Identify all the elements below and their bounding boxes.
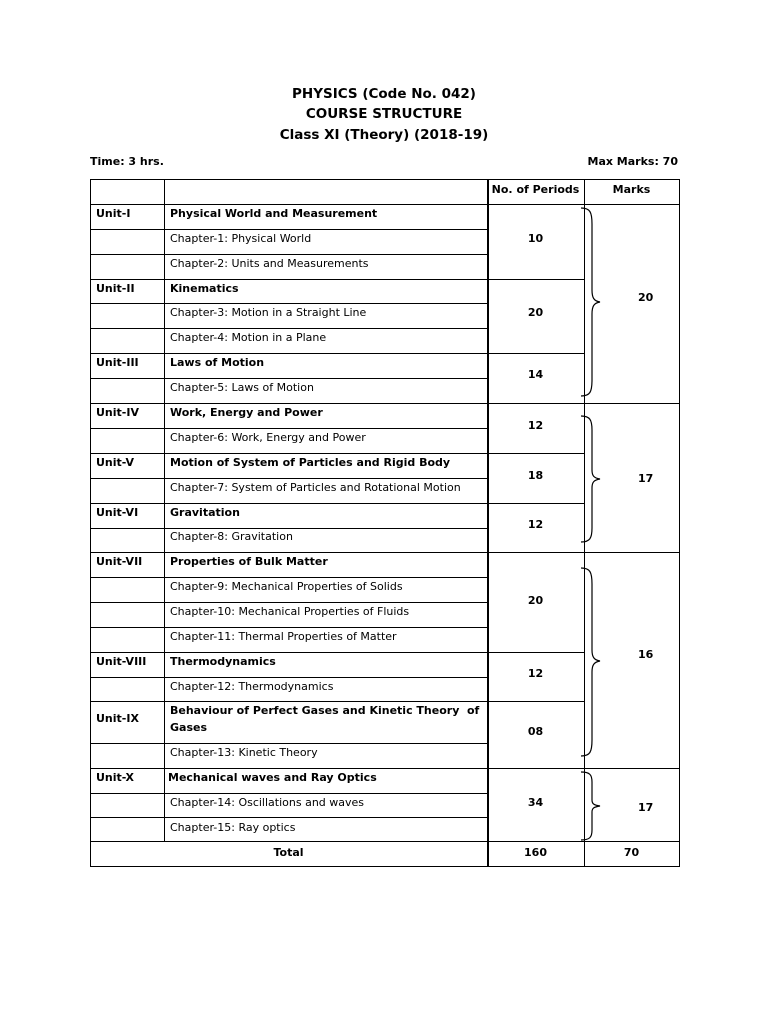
chapter-title: Chapter-7: System of Particles and Rotational Motion [170, 481, 461, 494]
table-rule [487, 353, 584, 354]
periods-value: 08 [527, 725, 544, 738]
unit-label: Unit-II [96, 282, 135, 295]
title-subject: PHYSICS (Code No. 042) [292, 86, 476, 102]
unit-title: Work, Energy and Power [170, 406, 323, 419]
table-rule [90, 866, 679, 867]
chapter-title: Chapter-2: Units and Measurements [170, 257, 369, 270]
unit-label: Unit-IV [96, 406, 139, 419]
marks-value: 17 [638, 801, 654, 814]
chapter-title: Chapter-9: Mechanical Properties of Solids [170, 580, 403, 593]
table-rule [90, 652, 487, 653]
table-rule [90, 528, 487, 529]
table-rule [90, 602, 487, 603]
table-rule [90, 254, 487, 255]
chapter-title: Chapter-12: Thermodynamics [170, 680, 334, 693]
table-rule [487, 403, 584, 404]
table-rule [90, 303, 487, 304]
table-rule [679, 179, 680, 867]
marks-value: 20 [638, 291, 654, 304]
unit-title: Behaviour of Perfect Gases and Kinetic Theory [170, 704, 460, 717]
chapter-title: Chapter-4: Motion in a Plane [170, 331, 327, 344]
table-rule [487, 552, 584, 553]
brace-icon [578, 204, 602, 400]
table-rule [90, 353, 487, 354]
total-periods: 160 [524, 846, 547, 859]
table-rule [584, 403, 679, 404]
unit-title: Motion of System of Particles and Rigid Body [170, 456, 451, 469]
chapter-title: Chapter-3: Motion in a Straight Line [170, 306, 367, 319]
total-label: Total [273, 846, 304, 859]
chapter-title: Chapter-13: Kinetic Theory [170, 746, 318, 759]
table-rule [487, 701, 584, 702]
periods-value: 12 [527, 419, 544, 432]
table-rule [90, 841, 679, 842]
unit-label: Unit-VI [96, 506, 139, 519]
unit-label: Unit-IX [96, 712, 139, 725]
table-rule [90, 478, 487, 479]
table-rule [90, 677, 487, 678]
header-marks: Marks [612, 183, 651, 196]
table-rule [487, 453, 584, 454]
table-rule [487, 503, 584, 504]
chapter-title: Chapter-6: Work, Energy and Power [170, 431, 366, 444]
table-rule [90, 453, 487, 454]
table-rule [584, 179, 585, 867]
table-rule [90, 428, 487, 429]
brace-icon [578, 770, 602, 842]
table-rule [90, 577, 487, 578]
periods-value: 20 [527, 306, 544, 319]
chapter-title: Chapter-8: Gravitation [170, 530, 293, 543]
periods-value: 12 [527, 518, 544, 531]
unit-title: Laws of Motion [170, 356, 265, 369]
unit-label: Unit-VII [96, 555, 143, 568]
table-rule [90, 768, 487, 769]
table-rule [90, 743, 487, 744]
table-rule [90, 328, 487, 329]
table-rule [90, 229, 487, 230]
unit-title: Gravitation [170, 506, 240, 519]
chapter-title: Chapter-11: Thermal Properties of Matter [170, 630, 397, 643]
title-class: Class XI (Theory) (2018-19) [279, 127, 489, 143]
table-rule [90, 179, 91, 867]
chapter-title: Chapter-1: Physical World [170, 232, 312, 245]
unit-title: Mechanical waves and Ray Optics [168, 771, 377, 784]
chapter-title: Chapter-15: Ray optics [170, 821, 296, 834]
table-rule [487, 652, 584, 653]
unit-label: Unit-X [96, 771, 134, 784]
unit-title-suffix: of [467, 704, 480, 717]
unit-label: Unit-VIII [96, 655, 147, 668]
table-rule [584, 768, 679, 769]
unit-label: Unit-V [96, 456, 135, 469]
marks-value: 16 [638, 648, 654, 661]
max-marks-label: Max Marks: 70 [587, 155, 678, 168]
periods-value: 20 [527, 594, 544, 607]
marks-value: 17 [638, 472, 654, 485]
unit-title: Thermodynamics [170, 655, 276, 668]
table-rule [90, 627, 487, 628]
header-periods: No. of Periods [491, 183, 580, 196]
table-rule [90, 552, 487, 553]
unit-title: Physical World and Measurement [170, 207, 378, 220]
table-rule [90, 701, 487, 702]
periods-value: 12 [527, 667, 544, 680]
periods-value: 10 [527, 232, 544, 245]
table-rule [584, 552, 679, 553]
brace-icon [578, 566, 602, 758]
brace-icon [578, 414, 602, 544]
chapter-title: Chapter-10: Mechanical Properties of Fluids [170, 605, 410, 618]
unit-label: Unit-I [96, 207, 131, 220]
unit-label: Unit-III [96, 356, 139, 369]
unit-title: Properties of Bulk Matter [170, 555, 328, 568]
table-rule [487, 179, 489, 867]
table-rule [90, 378, 487, 379]
periods-value: 14 [527, 368, 544, 381]
table-rule [90, 403, 487, 404]
table-rule [90, 817, 487, 818]
table-rule [90, 793, 487, 794]
table-rule [90, 179, 679, 180]
chapter-title: Chapter-5: Laws of Motion [170, 381, 314, 394]
table-rule [90, 503, 487, 504]
periods-value: 34 [527, 796, 544, 809]
time-label: Time: 3 hrs. [90, 155, 164, 168]
unit-title: Kinematics [170, 282, 239, 295]
table-rule [90, 279, 487, 280]
table-rule [90, 204, 679, 205]
table-rule [487, 279, 584, 280]
chapter-title: Chapter-14: Oscillations and waves [170, 796, 365, 809]
title-course-structure: COURSE STRUCTURE [305, 106, 463, 122]
total-marks: 70 [623, 846, 640, 859]
periods-value: 18 [527, 469, 544, 482]
unit-title-continued: Gases [170, 721, 208, 734]
table-rule [487, 768, 584, 769]
